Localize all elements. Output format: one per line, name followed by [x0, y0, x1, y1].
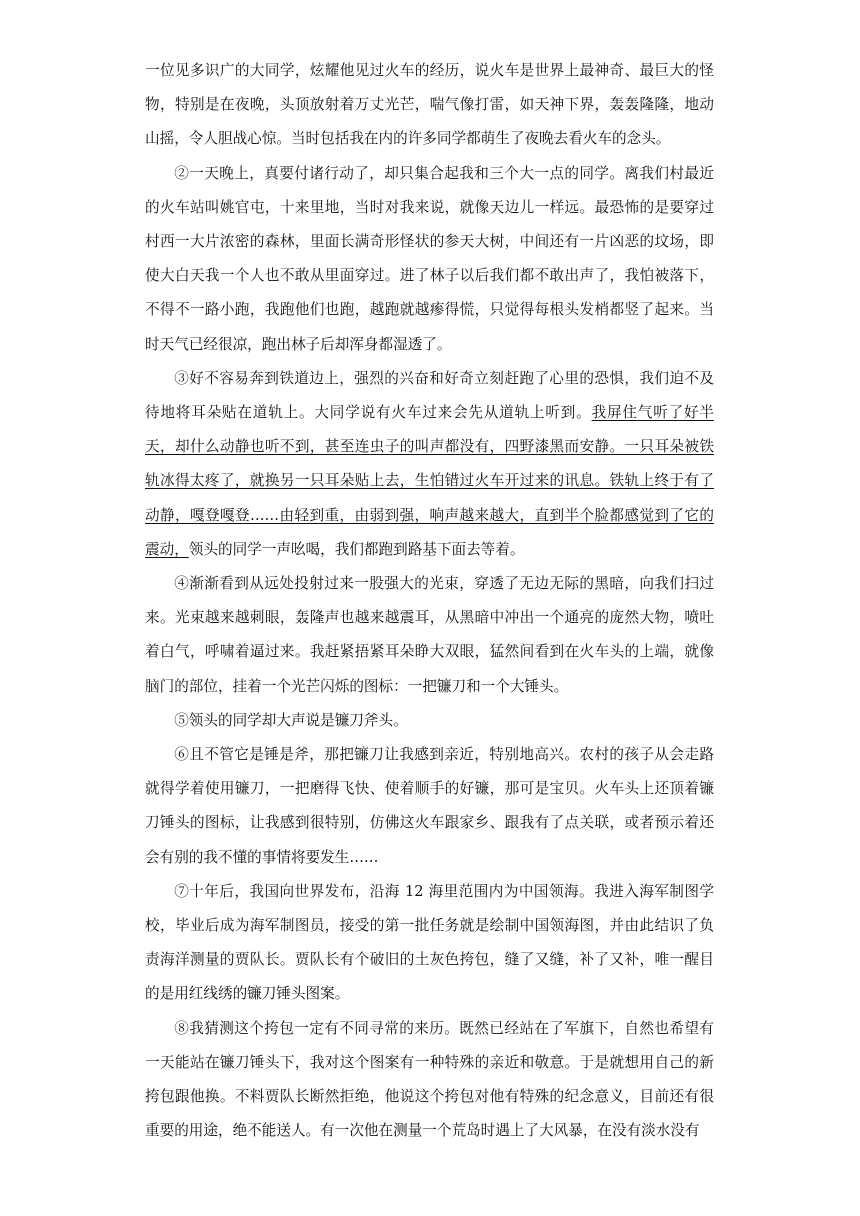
paragraph-2: ②一天晚上，真要付诸行动了，却只集合起我和三个大一点的同学。离我们村最近的火车站叫姚官屯，十来里地，当时对我来说，就像天边儿一样远。最恐怖的是要穿过村西一大片浓密的森林，里面长满奇形怪状的参天大树，中间还有一片凶恶的坟场，即使大白天我一个人也不敢从里面穿过。进了林子以后我们都不敢出声了，我怕被落下，不得不一路小跑，我跑他们也跑，越跑就越瘆得慌，只觉得每根头发梢都竖了起来。当时天气已经很凉，跑出林子后却浑身都湿透了。 [145, 164, 714, 353]
paragraph-4: ④渐渐看到从远处投射过来一股强大的光束，穿透了无边无际的黑暗，向我们扫过来。光束越来越刺眼，轰隆声也越来越震耳，从黑暗中冲出一个通亮的庞然大物，喷吐着白气，呼啸着逼过来。我赶紧捂紧耳朵睁大双眼，猛然间看到在火车头的上端，就像脑门的部位，挂着一个光芒闪烁的图标：一把镰刀和一个大锤头。 [145, 575, 714, 695]
paragraph-8: ⑧我猜测这个挎包一定有不同寻常的来历。既然已经站在了军旗下，自然也希望有一天能站在镰刀锤头下，我对这个图案有一种特殊的亲近和敬意。于是就想用自己的新挎包跟他换。不料贾队长断然拒绝，他说这个挎包对他有特殊的纪念意义，目前还有很重要的用途，绝不能送人。有一次他在测量一个荒岛时遇上了大风暴，在没有淡水没有 [145, 1019, 714, 1140]
paragraph-1: 一位见多识广的大同学，炫耀他见过火车的经历，说火车是世界上最神奇、最巨大的怪物，特别是在夜晚，头顶放射着万丈光芒，喘气像打雷，如天神下界，轰轰隆隆，地动山摇，令人胆战心惊。当时包括我在内的许多同学都萌生了夜晚去看火车的念头。 [145, 62, 714, 148]
paragraph-3-tail: 领头的同学一声吆喝，我们都跑到路基下面去等着。 [188, 540, 525, 558]
paragraph-7: ⑦十年后，我国向世界发布，沿海 12 海里范围内为中国领海。我进入海军制图学校，毕业后成为海军制图员，接受的第一批任务就是绘制中国领海图，并由此结识了负责海洋测量的贾队长。贾队长有个破旧的土灰色挎包，缝了又缝，补了又补，唯一醒目的是用红线绣的镰刀锤头图案。 [145, 882, 714, 1003]
document-page [145, 54, 714, 1149]
paragraph-3 [145, 362, 714, 567]
paragraph-5: ⑤领头的同学却大声说是镰刀斧头。 [174, 711, 408, 729]
paragraph-6: ⑥且不管它是锤是斧，那把镰刀让我感到亲近，特别地高兴。农村的孩子从会走路就得学着使用镰刀，一把磨得飞快、使着顺手的好镰，那可是宝贝。火车头上还顶着镰刀锤头的图标，让我感到很特别，仿佛这火车跟家乡、跟我有了点关联，或者预示着还会有别的我不懂的事情将要发生…… [145, 746, 714, 866]
underlined-passage: 我屏住气听了好半天，却什么动静也听不到，甚至连虫子的叫声都没有，四野漆黑而安静。一只耳朵被铁轨冰得太疼了，就换另一只耳朵贴上去，生怕错过火车开过来的讯息。铁轨上终于有了动静，嘎登嘎登……由轻到重，由弱到强，响声越来越大，直到半个脸都感觉到了它的震动， [145, 404, 714, 558]
paragraph-3-lead: ③好不容易奔到铁道边上，强烈的兴奋和好奇立刻赶跑了心里的恐惧，我们迫不及待地将耳朵贴在道轨上。大同学说有火车过来会先从道轨上听到。 [145, 369, 714, 422]
